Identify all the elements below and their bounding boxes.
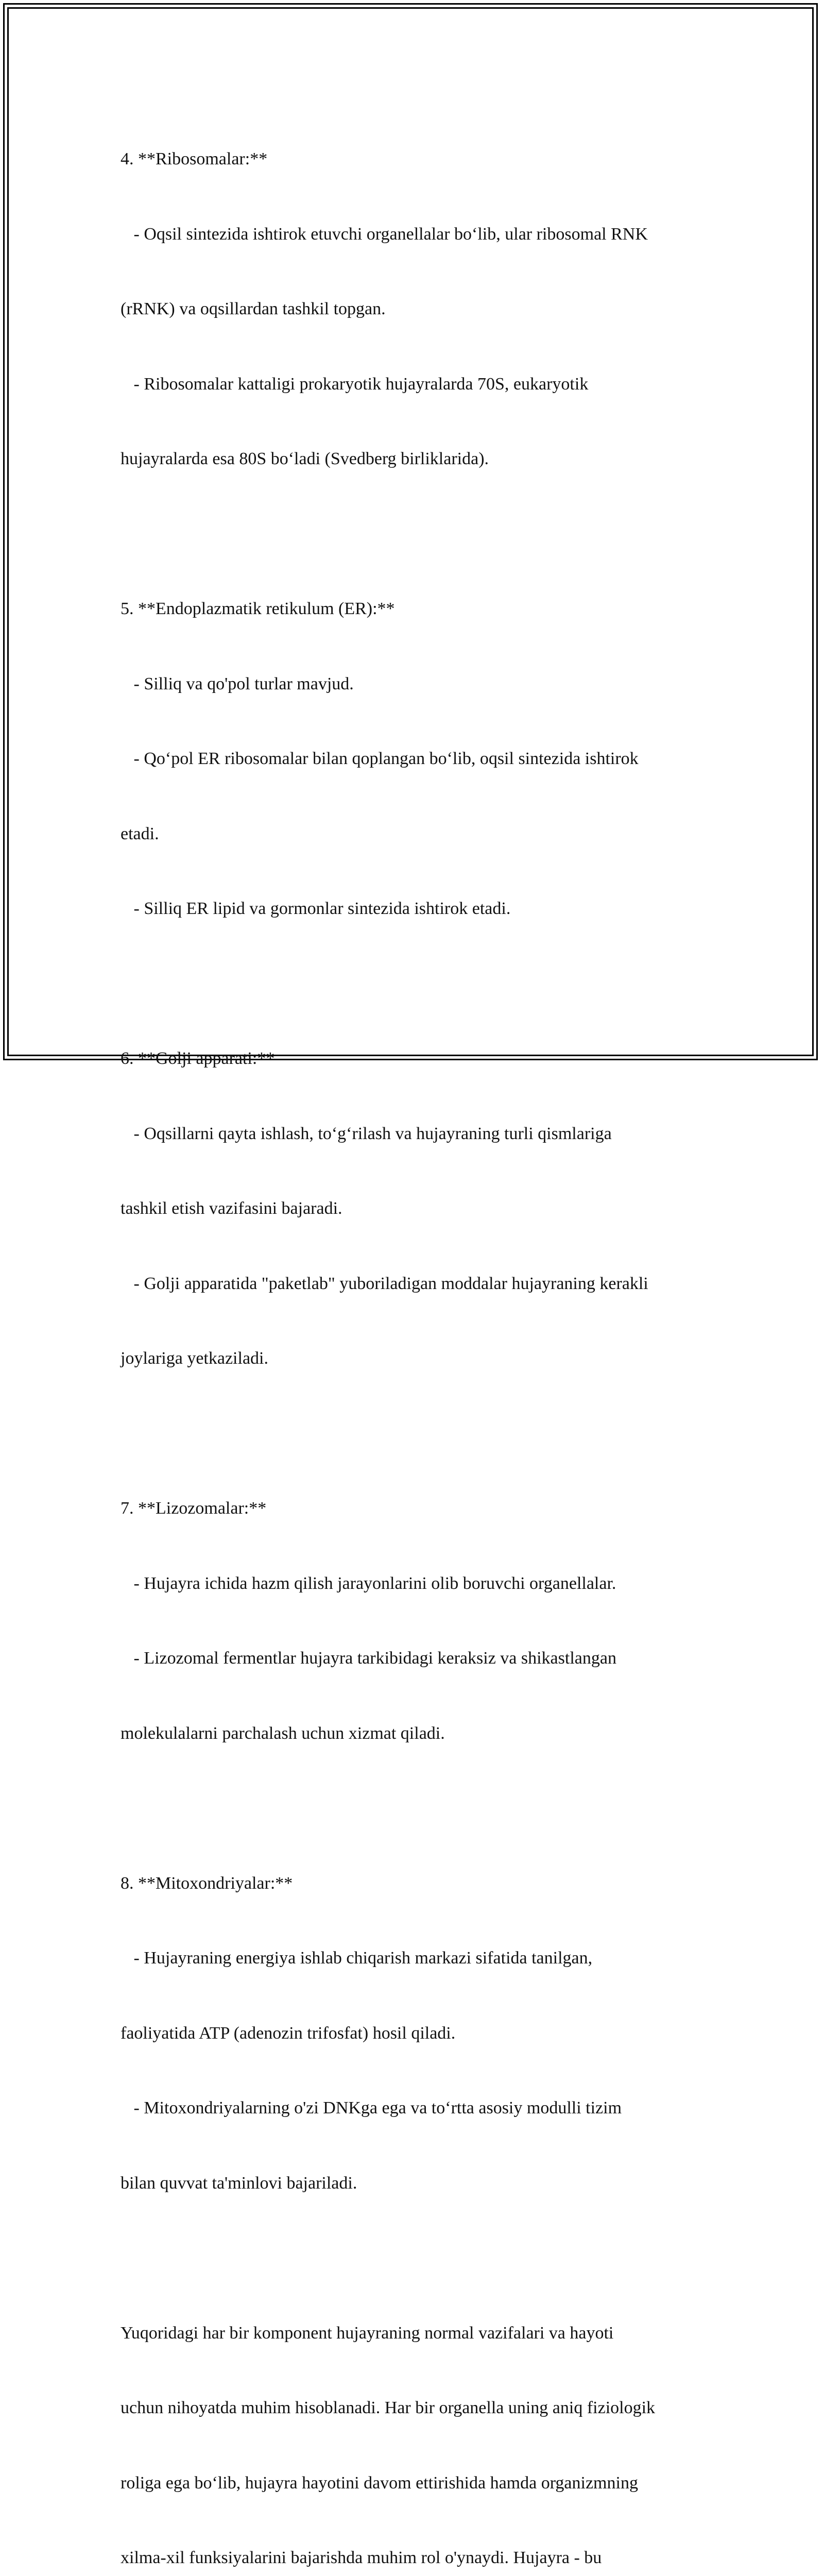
document-body (121, 97, 702, 2576)
text-line: - Qo‘pol ER ribosomalar bilan qoplangan bo‘lib, oqsil sintezida ishtirok (121, 749, 639, 768)
text-line: - Oqsillarni qayta ishlash, to‘g‘rilash va hujayraning turli qismlariga (121, 1124, 612, 1143)
text-line: joylariga yetkaziladi. (121, 1349, 268, 1368)
text-line: - Silliq ER lipid va gormonlar sintezida ishtirok etadi. (121, 899, 511, 918)
text-line: Yuqoridagi har bir komponent hujayraning normal vazifalari va hayoti (121, 2323, 614, 2343)
text-line: 5. **Endoplazmatik retikulum (ER):** (121, 599, 395, 618)
text-line: bilan quvvat ta'minlovi bajariladi. (121, 2173, 357, 2193)
text-line: - Hujayra ichida hazm qilish jarayonlarini olib boruvchi organellalar. (121, 1573, 616, 1593)
blank-line (121, 522, 702, 547)
blank-line (121, 1421, 702, 1447)
text-line: 4. **Ribosomalar:** (121, 149, 268, 168)
text-line: - Silliq va qo'pol turlar mavjud. (121, 674, 354, 693)
text-line: - Golji apparatida "paketlab" yuboriladigan moddalar hujayraning kerakli (121, 1274, 648, 1293)
text-line: - Lizozomal fermentlar hujayra tarkibidagi keraksiz va shikastlangan (121, 1649, 616, 1668)
text-line: xilma-xil funksiyalarini bajarishda muhim rol o'ynaydi. Hujayra - bu (121, 2548, 602, 2567)
text-line: - Oqsil sintezida ishtirok etuvchi organellalar bo‘lib, ular ribosomal RNK (121, 224, 648, 244)
text-line: - Mitoxondriyalarning o'zi DNKga ega va to‘rtta asosiy modulli tizim (121, 2098, 622, 2117)
text-line: 8. **Mitoxondriyalar:** (121, 1873, 293, 1893)
text-line: roliga ega bo‘lib, hujayra hayotini davom ettirishida hamda organizmning (121, 2473, 638, 2493)
blank-line (121, 1796, 702, 1821)
blank-line (121, 972, 702, 997)
text-line: tashkil etish vazifasini bajaradi. (121, 1199, 342, 1218)
text-line: faoliyatida ATP (adenozin trifosfat) hosil qiladi. (121, 2023, 456, 2043)
text-line: uchun nihoyatda muhim hisoblanadi. Har bir organella uning aniq fiziologik (121, 2398, 656, 2417)
text-line: molekulalarni parchalash uchun xizmat qiladi. (121, 1723, 445, 1743)
text-line: etadi. (121, 824, 159, 843)
text-line: 7. **Lizozomalar:** (121, 1499, 267, 1518)
text-line: hujayralarda esa 80S bo‘ladi (Svedberg birliklarida). (121, 449, 489, 468)
text-line: 6. **Golji apparati:** (121, 1049, 275, 1068)
text-line: - Hujayraning energiya ishlab chiqarish markazi sifatida tanilgan, (121, 1948, 593, 1968)
text-line: (rRNK) va oqsillardan tashkil topgan. (121, 299, 386, 318)
blank-line (121, 2246, 702, 2271)
text-line: - Ribosomalar kattaligi prokaryotik hujayralarda 70S, eukaryotik (121, 374, 589, 394)
